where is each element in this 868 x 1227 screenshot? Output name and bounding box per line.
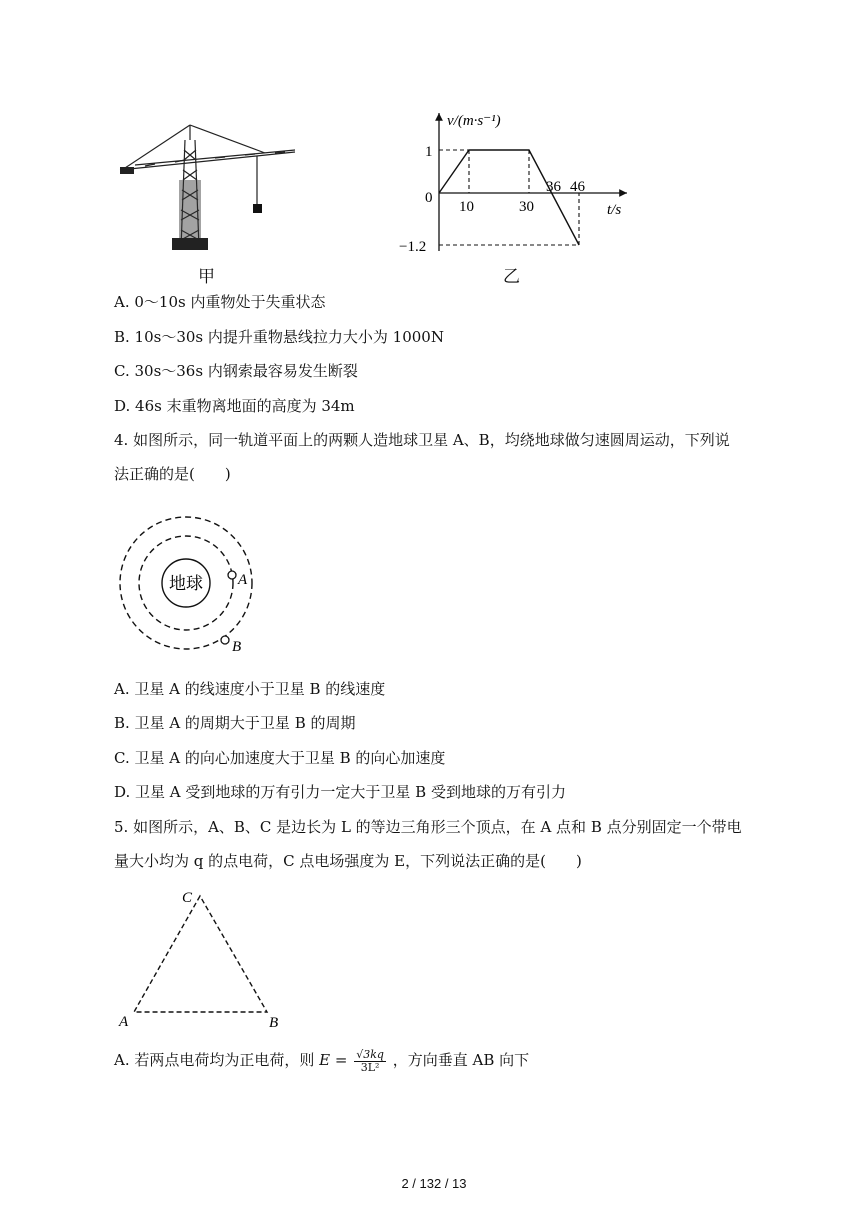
q5-option-a-prefix: A. 若两点电荷均为正电荷，则 xyxy=(114,1051,315,1069)
vt-curve xyxy=(439,150,579,245)
x-tick-30: 30 xyxy=(519,199,534,215)
figure-label-jia: 甲 xyxy=(198,267,215,287)
x-tick-46: 46 xyxy=(570,179,585,195)
x-tick-36: 36 xyxy=(546,179,561,195)
q4-stem-line1: 4. 如图所示，同一轨道平面上的两颗人造地球卫星 A、B，均绕地球做匀速圆周运动，下列说 xyxy=(114,431,730,449)
x-axis-label: t/s xyxy=(607,202,622,218)
y-axis-label: v/(m·s⁻¹) xyxy=(447,113,501,129)
q5-option-a-fraction xyxy=(354,1049,386,1074)
earth-label: 地球 xyxy=(169,574,203,593)
fraction-denominator: 3L² xyxy=(360,1060,380,1074)
triangle-abc xyxy=(134,896,267,1012)
q3-option-d: D. 46s 末重物离地面的高度为 34m xyxy=(114,397,355,415)
satellite-a-label: A xyxy=(238,572,248,588)
fraction-numerator: √3kq xyxy=(356,1047,384,1061)
q4-option-c: C. 卫星 A 的向心加速度大于卫星 B 的向心加速度 xyxy=(114,749,446,767)
origin-label: 0 xyxy=(425,190,433,206)
satellite-b-label: B xyxy=(232,639,242,655)
y-tick-neg: −1.2 xyxy=(399,239,427,255)
vertex-a-label: A xyxy=(119,1014,129,1030)
q3-option-a: A. 0～10s 内重物处于失重状态 xyxy=(114,293,326,311)
q4-option-d: D. 卫星 A 受到地球的万有引力一定大于卫星 B 受到地球的万有引力 xyxy=(114,783,566,801)
triangle-figure xyxy=(115,882,290,1034)
q5-option-a-suffix: ，方向垂直 AB 向下 xyxy=(392,1051,530,1069)
vertex-b-label: B xyxy=(269,1015,279,1031)
q5-option-a-lhs: E = xyxy=(319,1051,348,1069)
crane-figure xyxy=(115,120,300,255)
y-tick-1: 1 xyxy=(425,144,433,160)
satellite-b xyxy=(221,636,229,644)
orbit-figure xyxy=(110,505,260,660)
q4-option-b: B. 卫星 A 的周期大于卫星 B 的周期 xyxy=(114,714,356,732)
page-footer: 2 / 132 / 13 xyxy=(401,1176,467,1191)
x-tick-10: 10 xyxy=(459,199,474,215)
vt-graph xyxy=(395,105,640,260)
satellite-a xyxy=(228,571,236,579)
q4-option-a: A. 卫星 A 的线速度小于卫星 B 的线速度 xyxy=(114,680,386,698)
q5-stem-line2: 量大小均为 q 的点电荷，C 点电场强度为 E，下列说法正确的是( ) xyxy=(114,852,582,870)
q5-stem-line1: 5. 如图所示，A、B、C 是边长为 L 的等边三角形三个顶点，在 A 点和 B 点分别固定一个带电 xyxy=(114,818,742,836)
q3-option-b: B. 10s～30s 内提升重物悬线拉力大小为 1000N xyxy=(114,328,444,346)
q3-option-c: C. 30s～36s 内钢索最容易发生断裂 xyxy=(114,362,358,380)
vertex-c-label: C xyxy=(182,890,193,906)
q5-option-a xyxy=(114,1046,529,1074)
figure-label-yi: 乙 xyxy=(503,267,520,287)
q4-stem-line2: 法正确的是( ) xyxy=(114,465,231,483)
